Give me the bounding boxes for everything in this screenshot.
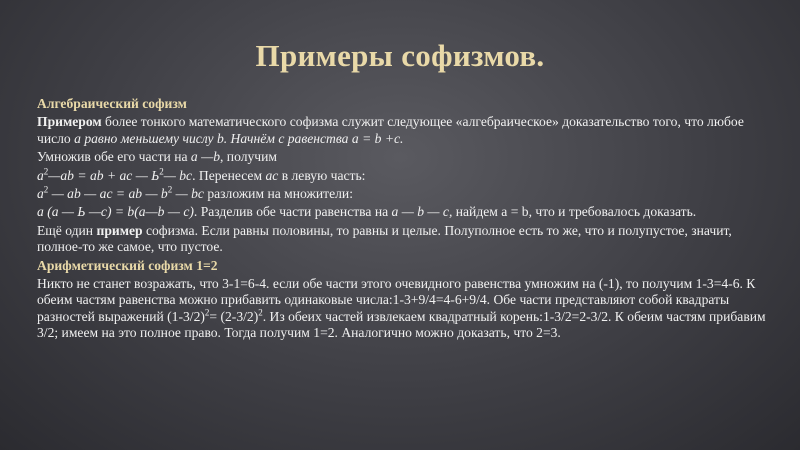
paragraph-equation-1 [33,168,773,184]
text-run: Умножив обе его части на [37,149,191,165]
paragraph-equation-2 [33,186,773,202]
bold-term: пример [96,222,143,238]
heading-arithmetic: Арифметический софизм 1=2 [37,257,218,273]
slide-title: Примеры софизмов. [255,38,545,73]
italic-run: а равно меньшему числу b. Начнём с равенства а = b +с. [74,130,404,146]
superscript: 2 [43,184,49,195]
superscript: 2 [159,166,164,177]
text-run: . Из обеих частей извлекаем квадратный корень:1-3/2=2-3/2. К обеим частям прибавим 3/2; имеем на это полное право. Тогда получим 1=2. Аналогично можно доказать, что 2=3. [37,308,766,341]
paragraph-example [33,114,773,147]
superscript: 2 [258,307,263,318]
text-run: разложим на множители: [203,186,353,202]
text-run: в левую часть: [278,167,366,183]
bold-term: Примером [37,114,102,130]
superscript: 2 [167,184,173,195]
paragraph-factor [33,204,773,220]
formula-c: Ь [151,167,160,183]
formula-b: — ab — ас = ab — b [48,186,168,202]
formula-d: — bc [163,167,193,183]
slide-body [33,96,773,344]
superscript: 2 [204,307,210,318]
formula-b: —ab = ab + ас — [48,167,152,183]
paragraph-arithmetic [33,276,773,342]
text-run: = (2-3/2) [209,308,259,324]
superscript: 2 [43,166,49,177]
text-run: софизма. Если равны половины, то равны и целые. Полуполное есть то же, что и полупустое, значит, полное-то же самое, что пустое. [37,222,732,255]
text-run: более тонкого математического софизма служит следующее «алгебраическое» доказательство того, что любое число [37,114,744,146]
text-run: , получим [220,149,277,165]
paragraph-another-example [33,223,773,256]
formula-c: — bc [172,186,204,202]
italic-run: ас [265,167,279,183]
formula-a: а [37,167,44,183]
formula-a: а [37,186,44,202]
paragraph-multiply [33,149,773,165]
text-run: Ещё один [37,222,97,238]
text-run: найдем а = b, что и требовалось доказать. [452,204,697,220]
text-run: . Перенесем [192,167,266,183]
heading-algebraic: Алгебраический софизм [37,96,187,111]
text-run: . Разделив обе части равенства на [193,204,392,220]
text-run: Никто не станет возражать, что 3-1=6-4. если обе части этого очевидного равенства умножим на (-1), то получим 1-3=4-6. К обеим частям равенства можно прибавить одинаковые числа:1-3+9/4=4-6+9/4. Обе части представляют собой квадраты разностей выражений (1-3/2) [37,276,756,324]
italic-run: а —b [190,149,220,165]
italic-run: а (а — Ь —с) = b(а—b — с) [37,204,194,220]
italic-run: а — b — с, [391,204,453,220]
